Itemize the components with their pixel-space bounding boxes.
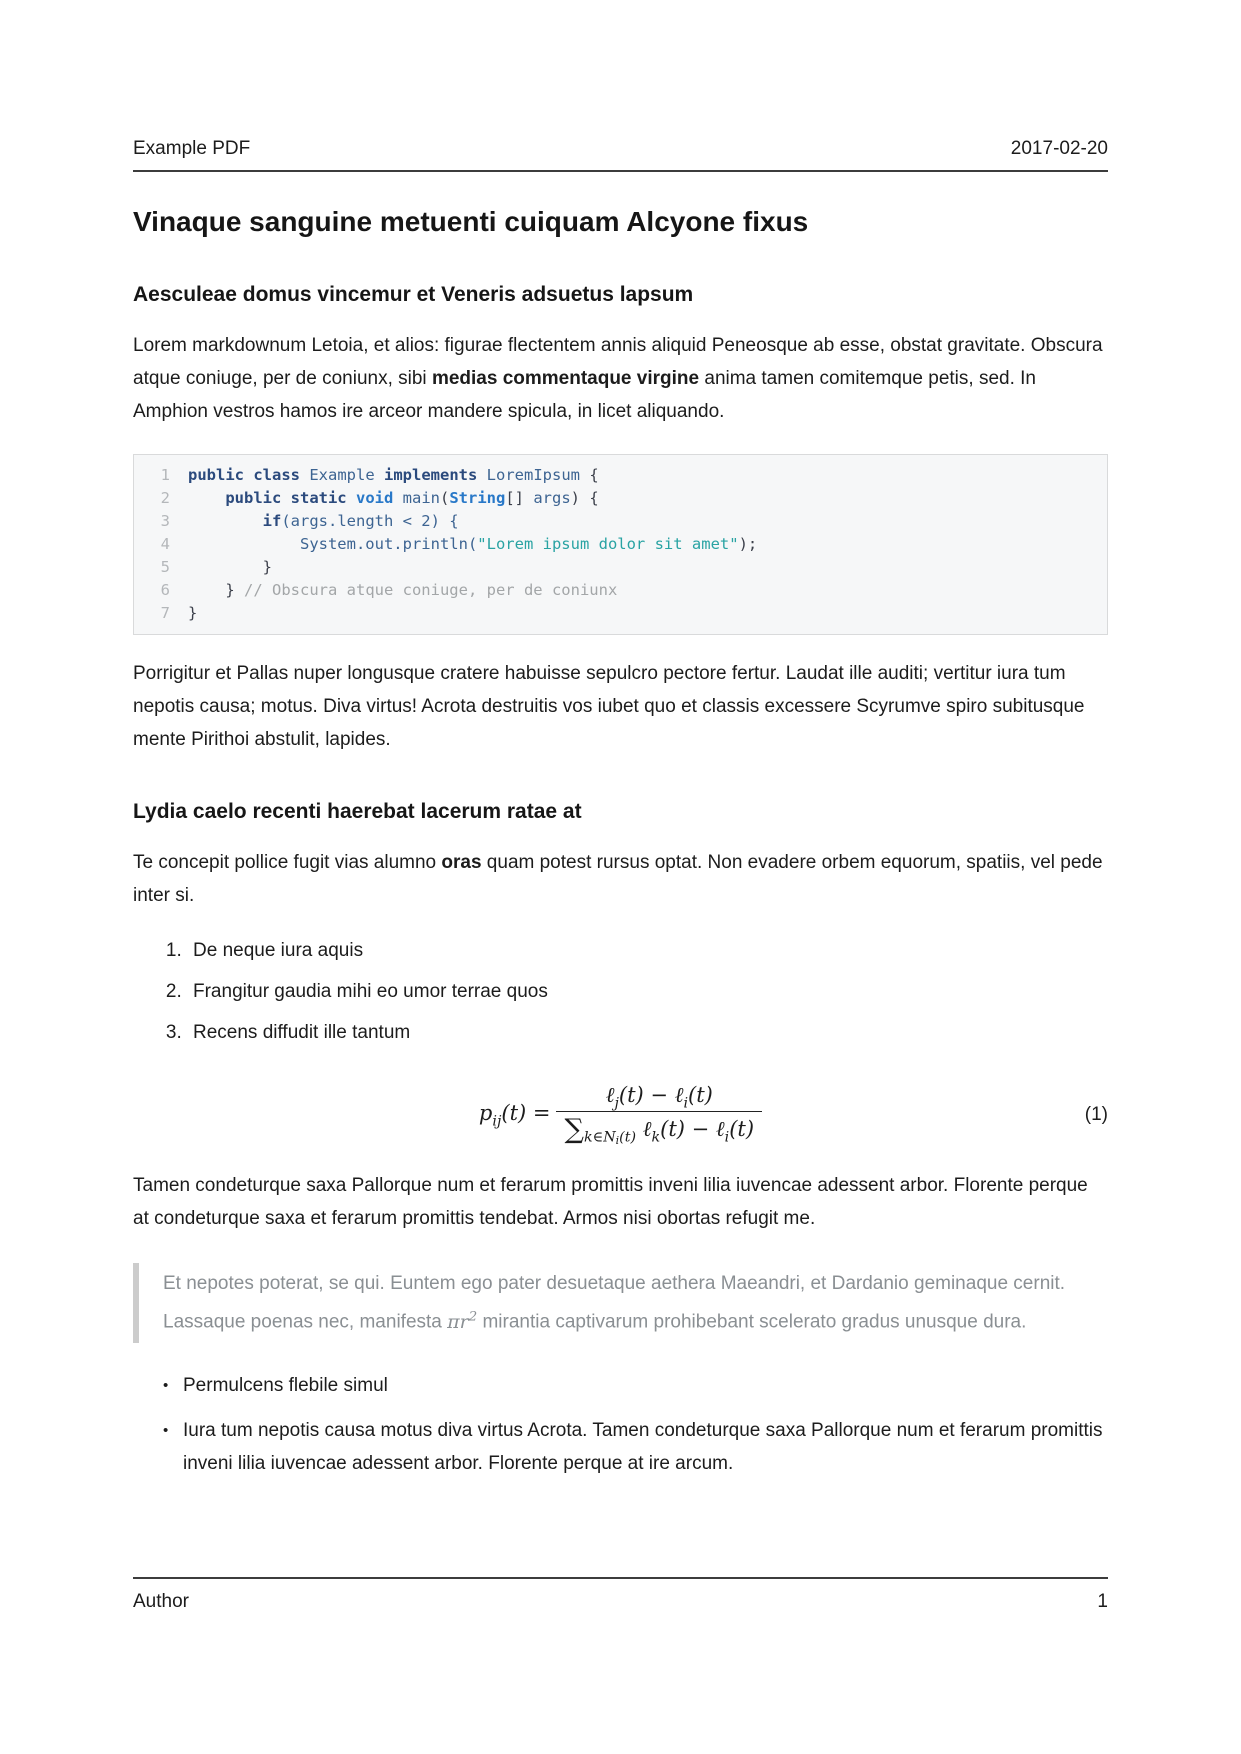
section-heading-2: Lydia caelo recenti haerebat lacerum ratae at: [133, 800, 582, 823]
footer-page-number: 1: [1097, 1591, 1108, 1612]
token-sub: ij: [492, 1113, 502, 1130]
token-n: (t): [618, 1083, 644, 1107]
token-v: ℓ: [674, 1083, 684, 1107]
token-sub: k∈N: [583, 1129, 616, 1146]
list-item: 1. De neque iura aquis: [187, 936, 1108, 965]
token-op: −: [643, 1083, 675, 1107]
token-pl: [347, 489, 356, 507]
line-number: 5: [160, 558, 170, 576]
list-item: • Permulcens flebile simul: [183, 1369, 1108, 1402]
token-n: (t): [729, 1117, 755, 1142]
page-footer: [133, 1577, 1108, 1613]
token-id: (args.length < 2) {: [281, 512, 459, 530]
token-pl: [393, 489, 402, 507]
token-id: LoremIpsum: [486, 466, 580, 484]
token-id: System.out.println(: [299, 535, 478, 553]
token-pl: [188, 512, 263, 530]
line-number: 3: [160, 512, 170, 530]
line-number: 4: [160, 535, 170, 553]
token-pl: ) {: [570, 489, 599, 507]
blockquote-math-sup: 2: [468, 1309, 478, 1325]
equation-number: (1): [1084, 1104, 1108, 1126]
equation: [133, 1083, 1108, 1147]
token-op: −: [684, 1117, 716, 1142]
equation-lhs: [479, 1101, 551, 1129]
token-sub: i: [724, 1129, 730, 1146]
list-item: 3. Recens diffudit ille tantum: [187, 1018, 1108, 1047]
code-line: [134, 510, 1093, 533]
token-cm: // Obscura atque coniuge, per de coniunx: [244, 581, 618, 599]
blockquote-math-base: πr: [447, 1310, 469, 1333]
equation-denominator: [556, 1111, 762, 1147]
line-number: 7: [160, 604, 170, 622]
code-line: [134, 602, 1093, 625]
paragraph-4: Tamen condeturque saxa Pallorque num et ferarum promittis inveni lilia iuvencae adessent arbor. Florente perque at condeturque saxa et ferarum promittis tendebat. Armos nisi obortas refugit me.: [133, 1175, 1088, 1230]
token-pl: [477, 466, 486, 484]
paragraph-3-bold: oras: [441, 852, 482, 873]
bullet-list: [133, 1369, 1108, 1480]
paragraph-3-text-after: quam potest rursus optat. Non evadere orbem equorum, spatiis, vel pede inter si.: [133, 852, 1103, 906]
token-op: =: [526, 1101, 551, 1125]
token-v: p: [478, 1101, 493, 1125]
token-v: ℓ: [715, 1117, 725, 1142]
token-big: ∑: [564, 1114, 584, 1146]
token-pl: []: [505, 489, 534, 507]
token-kw: public static: [225, 489, 347, 507]
token-pl: }: [188, 581, 244, 599]
token-n: (t): [501, 1101, 527, 1125]
token-pl: [375, 466, 384, 484]
token-v: ℓ: [642, 1117, 652, 1142]
token-kw: implements: [384, 466, 478, 484]
token-pl: );: [738, 535, 758, 553]
equation-fraction: [556, 1083, 762, 1147]
page-header: [133, 138, 1108, 172]
line-number: 6: [160, 581, 170, 599]
paragraph-1: [133, 329, 1108, 428]
blockquote-math: [447, 1311, 477, 1333]
token-pl: [188, 535, 300, 553]
paragraph-3: [133, 846, 1108, 912]
line-number: 2: [160, 489, 170, 507]
token-sub: i: [683, 1095, 688, 1112]
header-right-date: 2017-02-20: [1010, 138, 1108, 159]
header-left-title: Example PDF: [133, 138, 251, 159]
paragraph-1-bold: medias commentaque virgine: [431, 368, 700, 389]
token-v: ℓ: [605, 1083, 615, 1107]
token-ssub: i: [615, 1134, 620, 1148]
token-id: Example: [309, 466, 375, 484]
blockquote: [133, 1263, 1108, 1342]
list-item: 2. Frangitur gaudia mihi eo umor terrae quos: [187, 977, 1108, 1006]
token-st: "Lorem ipsum dolor sit amet": [477, 535, 739, 553]
token-id: main: [402, 489, 440, 507]
token-n: (t): [688, 1083, 713, 1107]
token-kw: if: [262, 512, 282, 530]
footer-author: Author: [133, 1591, 189, 1612]
line-number: 1: [160, 466, 170, 484]
paragraph-1-text-after: anima tamen comitemque petis, sed. In Amphion vestros hamos ire arceor mandere spicula, in licet aliquando.: [133, 368, 1036, 422]
token-pl: }: [188, 558, 272, 576]
pdf-page: [133, 138, 1108, 1492]
token-kw: public class: [188, 466, 300, 484]
token-ty: void: [356, 489, 394, 507]
token-pl: }: [188, 604, 198, 622]
ordered-list: [133, 936, 1108, 1047]
token-pl: [300, 466, 309, 484]
paragraph-3-text: Te concepit pollice fugit vias alumno: [133, 852, 442, 873]
blockquote-text-after: mirantia captivarum prohibebant scelerato gradus unusque dura.: [477, 1311, 1027, 1333]
blockquote-text: Et nepotes poterat, se qui. Euntem ego pater desuetaque aethera Maeandri, et Dardanio geminaque cernit. Lassaque poenas nec, manifesta: [163, 1273, 1066, 1333]
paragraph-2: Porrigitur et Pallas nuper longusque cratere habuisse sepulcro pectore fertur. Laudat ille auditi; vertitur iura tum nepotis causa; motus. Diva virtus! Acrota destruitis vos iubet quo et classis excessere Scyrumve spiro subitusque mente Pirithoi abstulit, lapides.: [133, 663, 1085, 750]
code-line: [134, 533, 1093, 556]
equation-numerator: [598, 1083, 721, 1110]
code-line: [134, 579, 1093, 602]
code-line: [134, 487, 1093, 510]
code-line: [134, 556, 1093, 579]
code-line: [134, 464, 1093, 487]
token-pl: (: [440, 489, 450, 507]
list-item: • Iura tum nepotis causa motus diva virtus Acrota. Tamen condeturque saxa Pallorque num et ferarum promittis inveni lilia iuvencae adessent arbor. Florente perque at ire arcum.: [183, 1414, 1108, 1480]
token-pl: {: [580, 466, 599, 484]
token-sub: k: [651, 1129, 661, 1146]
token-sub: (t): [619, 1129, 637, 1146]
token-id: args: [533, 489, 571, 507]
paragraph-1-text: Lorem markdownum Letoia, et alios: figurae flectentem annis aliquid Peneosque ab esse, obstat gravitate. Obscura atque coniuge, per de coniunx, sibi: [133, 335, 1103, 389]
token-n: [636, 1117, 643, 1141]
token-ty: String: [449, 489, 506, 507]
token-pl: [188, 489, 225, 507]
code-block: [133, 454, 1108, 635]
document-title: Vinaque sanguine metuenti cuiquam Alcyone fixus: [133, 206, 809, 237]
token-n: (t): [660, 1117, 685, 1142]
token-sub: j: [614, 1095, 619, 1112]
section-heading-1: Aesculeae domus vincemur et Veneris adsuetus lapsum: [133, 283, 694, 306]
